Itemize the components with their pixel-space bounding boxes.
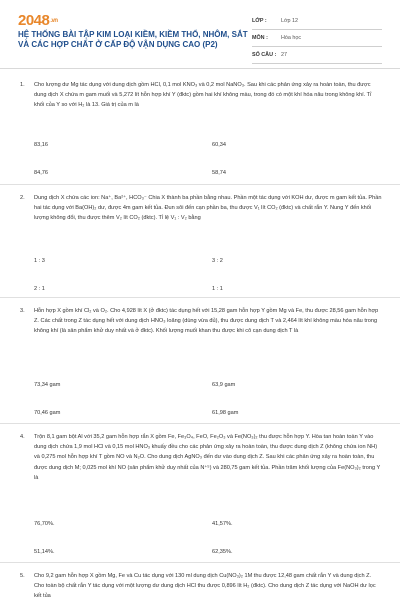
header-divider [0,68,400,69]
site-logo[interactable] [18,12,58,29]
meta-panel [252,13,382,64]
question-number: 3. [20,308,25,314]
option-a[interactable]: 1 : 3 [34,258,45,264]
options-3 [34,382,382,438]
question-divider [0,423,400,424]
options-4 [34,521,382,577]
question-3 [20,306,382,337]
option-b[interactable]: 3 : 2 [212,258,223,264]
option-d[interactable]: 61,98 gam [212,410,239,416]
question-text: Hỗn hợp X gồm khí Cl₂ và O₂. Cho 4,928 lít X (ở đktc) tác dụng hết với 15,28 gam hỗn hợp Y gồm Mg và Fe, thu được 28,56 gam hỗn hợp Z. Các chất trong Z tác dụng hết với dung dịch HNO₃ loãng (dùng vừa đủ), thu được dung dịch T và 2,464 lít khí không màu hóa nâu trong không khí (là sản phẩm khử duy nhất và ở đktc). Khối lượng muối khan thu được khi cô cạn dung dịch T là [34,308,379,335]
option-a[interactable]: 76,70%. [34,521,55,527]
meta-key: MÔN : [252,35,268,41]
option-d[interactable]: 62,35%. [212,549,233,555]
question-divider [0,562,400,563]
option-a[interactable]: 83,16 [34,142,48,148]
meta-row-subject [252,30,382,47]
question-number: 2. [20,195,25,201]
option-b[interactable]: 63,9 gam [212,382,236,388]
question-text: Dung dịch X chứa các ion: Na⁺, Ba²⁺, HCO₃⁻ Chia X thành ba phần bằng nhau. Phần một tác dụng với KOH dư, được m gam kết tủa. Phần hai tác dụng với Ba(OH)₂ dư, được 4m gam kết tủa. Đun sôi đến cạn phần ba, thu được V₁ lít CO₂ (đktc) và chất rắn Y. Nung Y đến khối lượng không đổi, thu được thêm V₂ lít CO₂ (đktc). Tỉ lệ V₁ : V₂ bằng [34,195,382,222]
option-c[interactable]: 70,46 gam [34,410,61,416]
option-c[interactable]: 2 : 1 [34,286,45,292]
meta-row-grade [252,13,382,30]
question-number: 1. [20,82,25,88]
page-title: HỆ THỐNG BÀI TẬP KIM LOẠI KIỀM, KIỀM THỔ, NHÔM, SẮT VÀ CÁC HỢP CHẤT Ở CẤP ĐỘ VẬN DỤNG CAO (P2) [18,30,248,49]
option-b[interactable]: 60,34 [212,142,226,148]
meta-key: LỚP : [252,18,267,24]
option-c[interactable]: 84,76 [34,170,48,176]
options-1 [34,142,382,198]
meta-key: SỐ CÂU : [252,52,277,58]
option-c[interactable]: 51,14%. [34,549,55,555]
logo-text: 2048 [18,12,50,29]
option-a[interactable]: 73,34 gam [34,382,61,388]
logo-suffix: .vn [50,18,58,25]
question-text: Cho lượng dư Mg tác dụng với dung dịch gồm HCl, 0,1 mol KNO₃ và 0,2 mol NaNO₃. Sau khi các phản ứng xảy ra hoàn toàn, thu được dung dịch X chứa m gam muối và 5,272 lít hỗn hợp khí Y (đktc) gồm hai khí không màu, trong đó có một khí hóa nâu trong không khí. Tỉ khối của Y so với H₂ là 13. Giá trị của m là [34,82,372,109]
question-text: Cho 9,2 gam hỗn hợp X gồm Mg, Fe và Cu tác dụng với 130 ml dung dịch Cu(NO₃)₂ 1M thu được 12,48 gam chất rắn Y và dung dịch Z. Cho toàn bộ chất rắn Y tác dụng với một lượng dư dung dịch HCl thu được 0,896 lít H₂ (đktc). Cho dung dịch Z tác dụng với NaOH dư lọc kết tủa [34,573,376,600]
option-d[interactable]: 1 : 1 [212,286,223,292]
question-text: Trộn 8,1 gam bột Al với 35,2 gam hỗn hợp rắn X gồm Fe, Fe₃O₄, FeO, Fe₂O₃ và Fe(NO₃)₂ thu được hỗn hợp Y. Hòa tan hoàn toàn Y vào dung dịch chứa 1,9 mol HCl và 0,15 mol HNO₃ khuấy đều cho các phản ứng xảy ra hoàn toàn, thu được dung dịch Z (không chứa ion NH) và 0,275 mol hỗn hợp khí T gồm NO và N₂O. Cho dung dịch AgNO₃ đến dư vào dung dịch Z. Sau khi các phản ứng xảy ra hoàn toàn, thu được dung dịch M; 0,025 mol khí NO (sản phẩm khử duy nhất của N⁺⁵) và 280,75 gam kết tủa. Phần trăm khối lượng của Fe(NO₃)₂ trong Y là [34,434,381,481]
question-divider [0,297,400,298]
meta-value: 27 [281,52,287,58]
meta-row-count [252,47,382,64]
question-4 [20,432,382,483]
option-d[interactable]: 58,74 [212,170,226,176]
question-divider [0,184,400,185]
meta-value: Lớp 12 [281,18,299,24]
question-number: 4. [20,434,25,440]
meta-value: Hóa học [281,35,302,41]
question-2 [20,193,382,224]
option-b[interactable]: 41,57%. [212,521,233,527]
question-1 [20,80,382,111]
question-number: 5. [20,573,25,579]
question-5 [20,571,382,600]
header [0,0,400,58]
